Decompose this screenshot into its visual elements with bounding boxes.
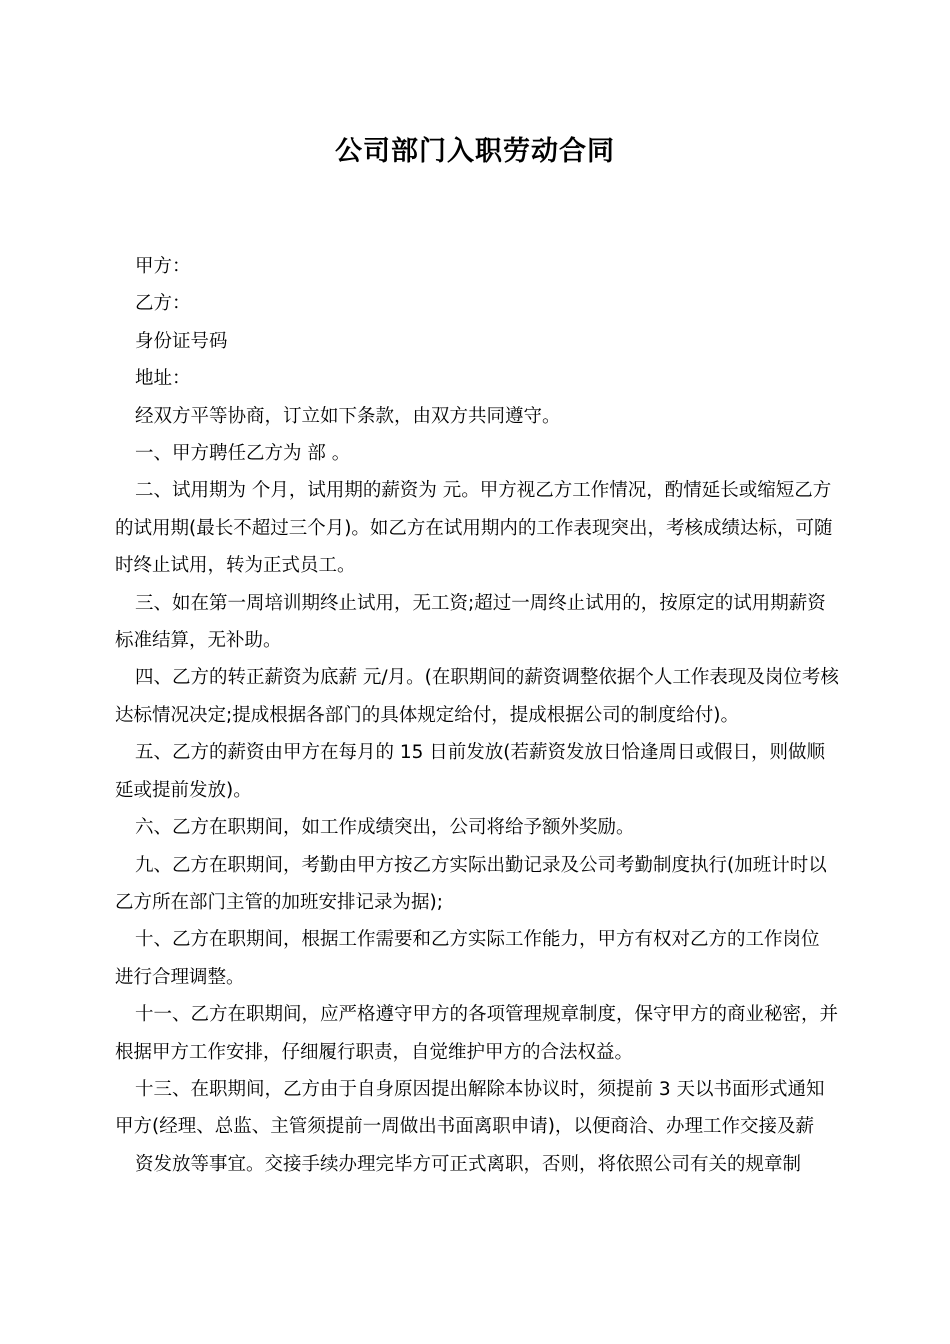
party-b-field: 乙方： (135, 293, 191, 315)
clause-4: 四、乙方的转正薪资为底薪 元/月。(在职期间的薪资调整依据个人工作表现及岗位考核达标情况决定;提成根据各部门的具体规定给付，提成根据公司的制度给付)。 (115, 667, 839, 726)
clause-9: 九、乙方在职期间，考勤由甲方按乙方实际出勤记录及公司考勤制度执行(加班计时以乙方所在部门主管的加班安排记录为据); (115, 854, 827, 913)
document-title: 公司部门入职劳动合同 (335, 136, 615, 167)
clause-5: 五、乙方的薪资由甲方在每月的 15 日前发放(若薪资发放日恰逢周日或假日，则做顺延或提前发放)。 (115, 742, 826, 801)
document-body (115, 248, 840, 1183)
clause-13-continued: 资发放等事宜。交接手续办理完毕方可正式离职，否则，将依照公司有关的规章制 (135, 1153, 802, 1175)
clause-3: 三、如在第一周培训期终止试用，无工资;超过一周终止试用的，按原定的试用期薪资标准结算，无补助。 (115, 592, 826, 652)
id-number-field: 身份证号码 (135, 330, 228, 352)
clause-2: 二、试用期为 个月，试用期的薪资为 元。甲方视乙方工作情况，酌情延长或缩短乙方的试用期(最长不超过三个月)。如乙方在试用期内的工作表现突出，考核成绩达标，可随时终止试用，转为正式员工。 (115, 480, 833, 577)
clause-1: 一、甲方聘任乙方为 部 。 (135, 443, 351, 465)
address-field: 地址： (135, 368, 191, 390)
clause-13: 十三、在职期间，乙方由于自身原因提出解除本协议时，须提前 3 天以书面形式通知甲方(经理、总监、主管须提前一周做出书面离职申请)，以便商洽、办理工作交接及薪 (115, 1078, 825, 1138)
clause-10: 十、乙方在职期间，根据工作需要和乙方实际工作能力，甲方有权对乙方的工作岗位 进行合理调整。 (115, 929, 820, 988)
clause-6: 六、乙方在职期间，如工作成绩突出，公司将给予额外奖励。 (135, 817, 635, 839)
party-a-field: 甲方： (135, 256, 191, 277)
intro-paragraph: 经双方平等协商，订立如下条款，由双方共同遵守。 (135, 405, 561, 427)
clause-11: 十一、乙方在职期间，应严格遵守甲方的各项管理规章制度，保守甲方的商业秘密，并根据甲方工作安排，仔细履行职责，自觉维护甲方的合法权益。 (115, 1004, 839, 1063)
